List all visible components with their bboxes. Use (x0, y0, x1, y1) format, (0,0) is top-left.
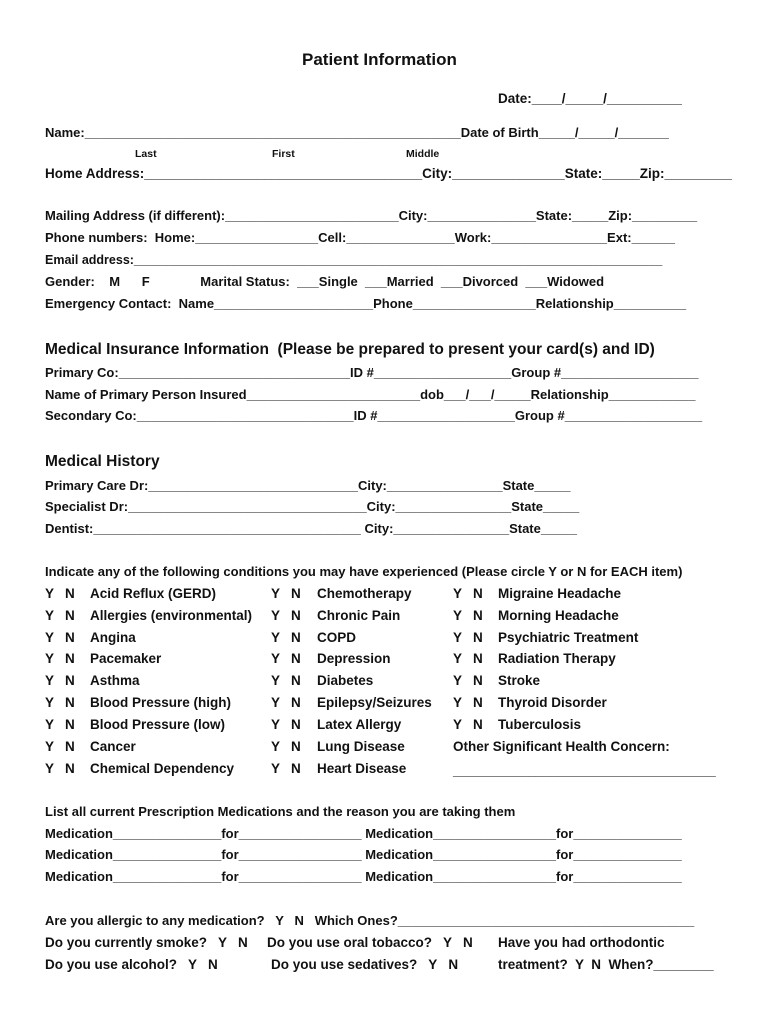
yn-choice[interactable]: Y N (271, 695, 301, 710)
form-title: Patient Information (302, 50, 457, 69)
name-field[interactable]: Name:____________________________________________________Date of Birth_____/_____/_______ (45, 125, 669, 140)
conditions-intro: Indicate any of the following conditions you may have experienced (Please circle Y or N for EACH item) (45, 564, 683, 579)
dentist-field[interactable]: Dentist:_____________________________________ City:________________State_____ (45, 521, 578, 536)
yn-choice[interactable]: Y N (271, 717, 301, 732)
yn-choice[interactable]: Y N (271, 673, 301, 688)
condition-item: Tuberculosis (498, 717, 582, 732)
condition-item: Thyroid Disorder (498, 695, 607, 710)
orthodontic-treatment-field[interactable]: treatment? Y N When?________ (498, 957, 714, 972)
smoke-question[interactable]: Do you currently smoke? Y N (45, 935, 248, 950)
condition-item: Chemotherapy (317, 586, 412, 601)
condition-item: Chemical Dependency (90, 761, 235, 776)
condition-item: Lung Disease (317, 739, 405, 754)
medication-row[interactable]: Medication_______________for_________________ Medication_________________for_______________ (45, 869, 682, 884)
allergic-medication-field[interactable]: Are you allergic to any medication? Y N Which Ones?_________________________________________ (45, 913, 695, 928)
yn-choice[interactable]: Y N (453, 695, 483, 710)
name-sublabel-last: Last (135, 148, 157, 160)
condition-item: COPD (317, 630, 357, 645)
condition-item: Allergies (environmental) (90, 608, 253, 623)
condition-item: Depression (317, 651, 391, 666)
condition-item: Angina (90, 630, 136, 645)
condition-item: Blood Pressure (high) (90, 695, 232, 710)
medications-intro: List all current Prescription Medications and the reason you are taking them (45, 804, 516, 819)
secondary-insurance-field[interactable]: Secondary Co:______________________________ID #___________________Group #___________________ (45, 408, 703, 423)
medication-row[interactable]: Medication_______________for_________________ Medication_________________for_______________ (45, 826, 682, 841)
yn-choice[interactable]: Y N (453, 630, 483, 645)
yn-choice[interactable]: Y N (45, 586, 75, 601)
medication-row[interactable]: Medication_______________for_________________ Medication_________________for_______________ (45, 847, 682, 862)
name-sublabel-middle: Middle (406, 148, 440, 160)
condition-item: Psychiatric Treatment (498, 630, 639, 645)
condition-item: Heart Disease (317, 761, 407, 776)
orthodontic-question: Have you had orthodontic (498, 935, 665, 950)
other-concern-label: Other Significant Health Concern: (453, 739, 670, 754)
oral-tobacco-question[interactable]: Do you use oral tobacco? Y N (267, 935, 473, 950)
phone-field[interactable]: Phone numbers: Home:_________________Cell:_______________Work:________________Ext:______ (45, 230, 675, 245)
yn-choice[interactable]: Y N (45, 695, 75, 710)
other-concern-field[interactable]: ___________________________________ (453, 763, 716, 778)
home-address-field[interactable]: Home Address:_____________________________________City:_______________State:_____Zip:_________ (45, 166, 733, 181)
yn-choice[interactable]: Y N (271, 608, 301, 623)
yn-choice[interactable]: Y N (271, 761, 301, 776)
mailing-address-field[interactable]: Mailing Address (if different):________________________City:_______________State:_____Zip:_________ (45, 208, 698, 223)
condition-item: Cancer (90, 739, 136, 754)
condition-item: Morning Headache (498, 608, 619, 623)
yn-choice[interactable]: Y N (45, 608, 75, 623)
primary-insurance-field[interactable]: Primary Co:________________________________ID #___________________Group #___________________ (45, 365, 699, 380)
specialist-field[interactable]: Specialist Dr:_________________________________City:________________State_____ (45, 499, 580, 514)
condition-item: Asthma (90, 673, 140, 688)
history-heading: Medical History (45, 453, 160, 470)
primary-care-field[interactable]: Primary Care Dr:_____________________________City:________________State_____ (45, 478, 571, 493)
condition-item: Pacemaker (90, 651, 162, 666)
yn-choice[interactable]: Y N (45, 739, 75, 754)
condition-item: Epilepsy/Seizures (317, 695, 432, 710)
yn-choice[interactable]: Y N (453, 673, 483, 688)
condition-item: Latex Allergy (317, 717, 402, 732)
yn-choice[interactable]: Y N (45, 717, 75, 732)
condition-item: Migraine Headache (498, 586, 622, 601)
yn-choice[interactable]: Y N (271, 739, 301, 754)
primary-insured-field[interactable]: Name of Primary Person Insured________________________dob___/___/_____Relationship____________ (45, 387, 696, 402)
yn-choice[interactable]: Y N (45, 673, 75, 688)
yn-choice[interactable]: Y N (271, 586, 301, 601)
yn-choice[interactable]: Y N (453, 608, 483, 623)
yn-choice[interactable]: Y N (271, 651, 301, 666)
yn-choice[interactable]: Y N (45, 761, 75, 776)
gender-marital-field[interactable]: Gender: M F Marital Status: ___Single ___Married ___Divorced ___Widowed (45, 274, 605, 289)
sedatives-question[interactable]: Do you use sedatives? Y N (271, 957, 459, 972)
yn-choice[interactable]: Y N (271, 630, 301, 645)
date-field[interactable]: Date:____/_____/__________ (498, 91, 682, 106)
yn-choice[interactable]: Y N (453, 717, 483, 732)
name-sublabel-first: First (272, 148, 295, 160)
condition-item: Blood Pressure (low) (90, 717, 226, 732)
condition-item: Stroke (498, 673, 541, 688)
emergency-contact-field[interactable]: Emergency Contact: Name______________________Phone_________________Relationship__________ (45, 296, 687, 311)
condition-item: Acid Reflux (GERD) (90, 586, 217, 601)
condition-item: Radiation Therapy (498, 651, 616, 666)
condition-item: Chronic Pain (317, 608, 401, 623)
alcohol-question[interactable]: Do you use alcohol? Y N (45, 957, 218, 972)
condition-item: Diabetes (317, 673, 374, 688)
email-field[interactable]: Email address:____________________________________________________________________________ (45, 253, 663, 267)
insurance-heading: Medical Insurance Information (Please be prepared to present your card(s) and ID) (45, 341, 655, 358)
yn-choice[interactable]: Y N (453, 586, 483, 601)
yn-choice[interactable]: Y N (45, 651, 75, 666)
yn-choice[interactable]: Y N (453, 651, 483, 666)
yn-choice[interactable]: Y N (45, 630, 75, 645)
